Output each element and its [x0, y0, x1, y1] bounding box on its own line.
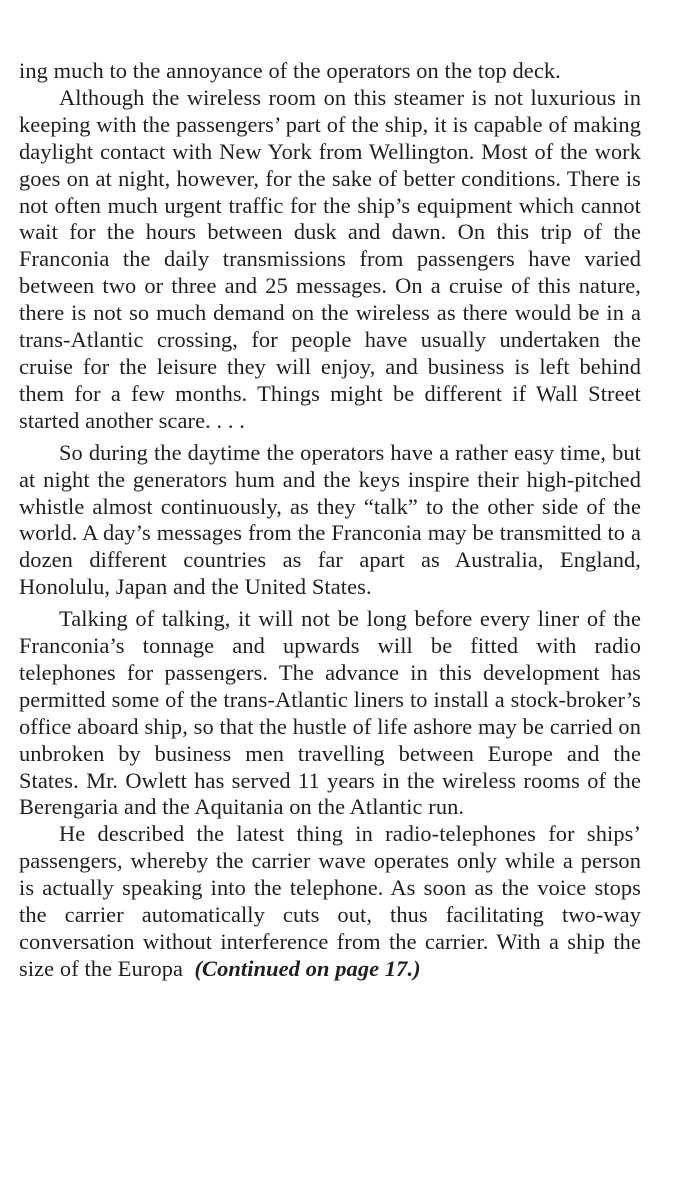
paragraph-1: ing much to the annoyance of the operators on the top deck. [19, 58, 561, 83]
paragraph-5 [19, 821, 641, 982]
paragraph-3: So during the daytime the operators have a rather easy time, but at night the generators hum and the keys inspire their high-pitched whistle almost continuously, as they “talk” to the other side of the world. A day’s messages from the Franconia may be transmitted to a dozen different countries as far apart as Australia, England, Honolulu, Japan and the United States. [19, 439, 641, 600]
paragraph-2: Although the wireless room on this steamer is not luxurious in keeping with the passengers’ part of the ship, it is capable of making daylight contact with New York from Wellington. Most of the work goes on at night, however, for the sake of better conditions. There is not often much urgent traffic for the ship’s equipment which cannot wait for the hours between dusk and dawn. On this trip of the Franconia the daily transmissions from passengers have varied between two or three and 25 messages. On a cruise of this nature, there is not so much demand on the wireless as there would be in a trans-Atlantic crossing, for people have usually undertaken the cruise for the leisure they will enjoy, and business is left behind them for a few months. Things might be different if Wall Street started another scare. . . . [19, 84, 641, 433]
paragraph-4: Talking of talking, it will not be long before every liner of the Franconia’s tonnage and upwards will be fitted with radio telephones for passengers. The advance in this development has permitted some of the trans-Atlantic liners to install a stock-broker’s office aboard ship, so that the hustle of life ashore may be carried on unbroken by business men travelling between Europe and the States. Mr. Owlett has served 11 years in the wireless rooms of the Berengaria and the Aquitania on the Atlantic run. [19, 606, 641, 820]
continuation-note: (Continued on page 17.) [194, 955, 421, 981]
article-body [19, 58, 641, 983]
paragraph-5-text: He described the latest thing in radio-telephones for ships’ passengers, whereby the carrier wave operates only while a person is actually speaking into the telephone. As soon as the voice stops the carrier automatically cuts out, thus facilitating two-way conversation without interference from the carrier. With a ship the size of the Europa [19, 821, 641, 981]
